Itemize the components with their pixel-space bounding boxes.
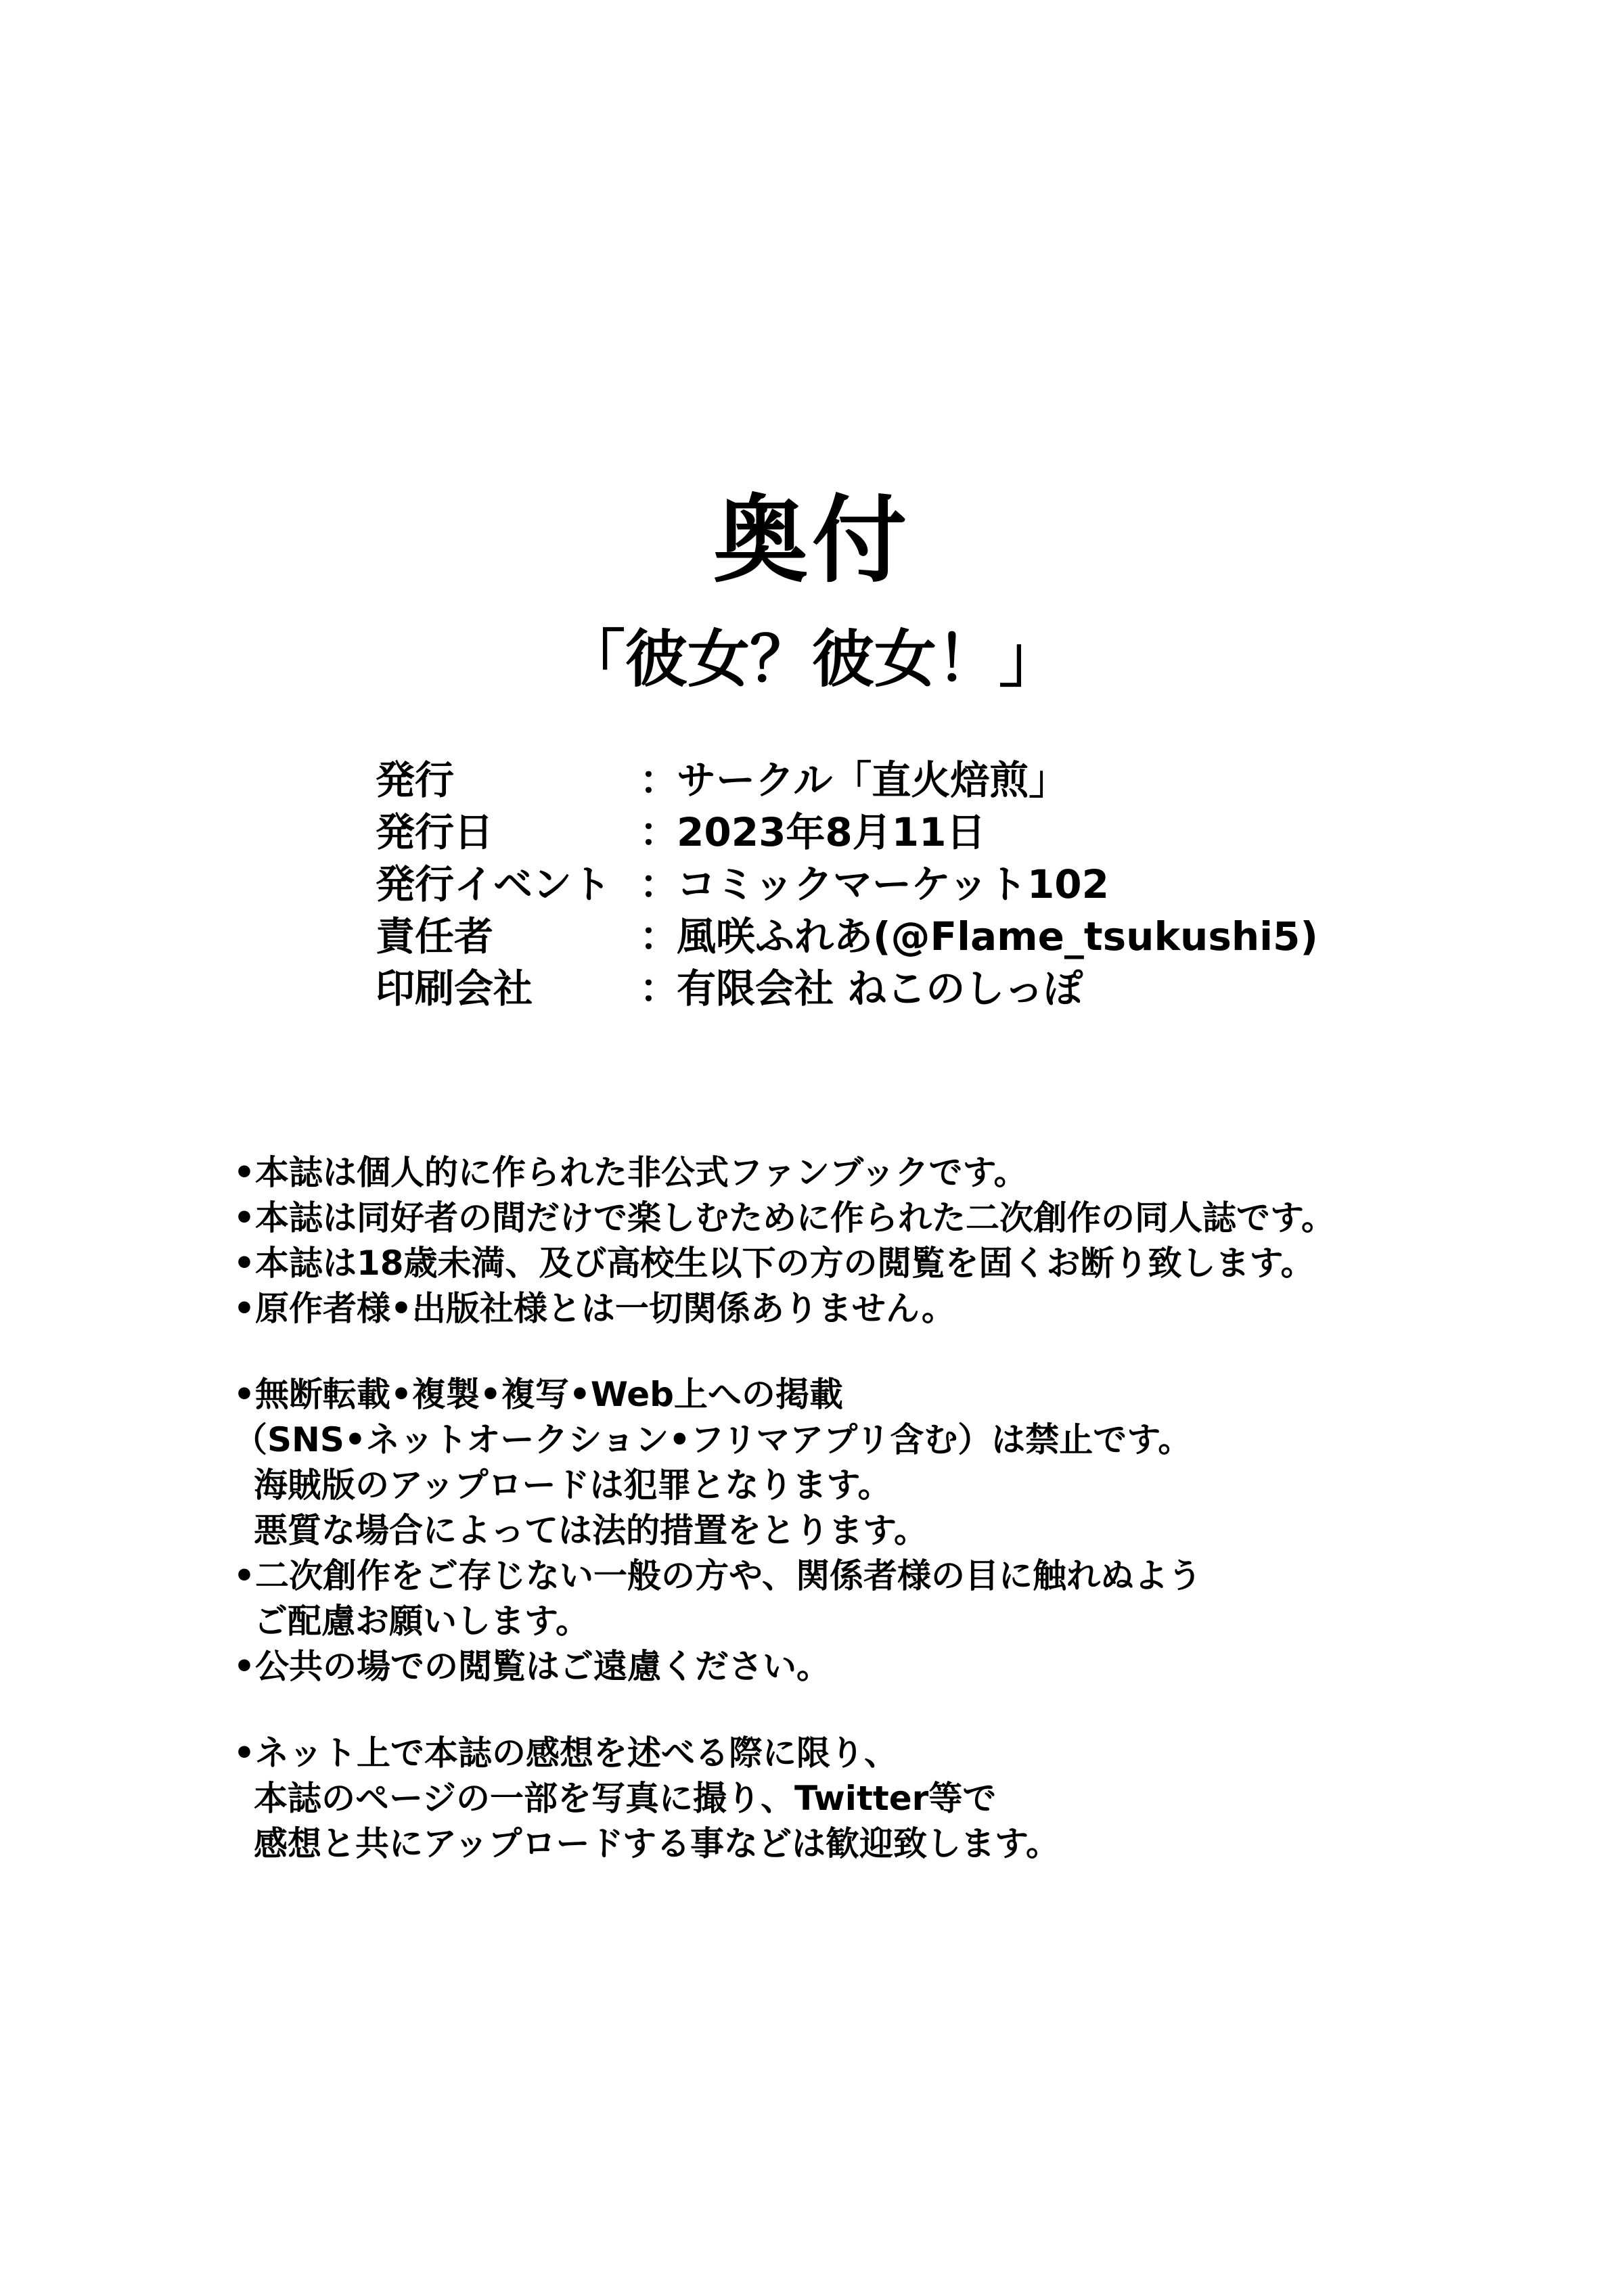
book-title: 「彼女？彼女！」 [562, 623, 1061, 696]
notice-line: （SNS•ネットオークション•フリマアプリ含む）は禁止です。 [233, 1420, 1192, 1459]
colophon-label: 責任者 [376, 913, 494, 959]
notice-line: •二次創作をご存じない一般の方や、関係者様の目に触れぬよう [233, 1556, 1202, 1595]
notice-line: 感想と共にアップロードする事などは歓迎致します。 [254, 1824, 1060, 1863]
colophon-value: 有限会社 ねこのしっぽ [677, 965, 1083, 1012]
colophon-separator: ： [639, 913, 679, 959]
notice-line: •無断転載•複製•複写•Web上への掲載 [233, 1375, 843, 1414]
colophon-separator: ： [639, 861, 679, 907]
colophon-label: 発行イベント [376, 861, 612, 907]
notice-line: •ネット上で本誌の感想を述べる際に限り、 [233, 1733, 898, 1773]
notice-group-prohibitions [233, 1372, 1553, 1689]
notice-group-general [233, 1150, 1553, 1332]
colophon-row-date [376, 806, 1560, 859]
colophon-value: コミックマーケット102 [677, 861, 1110, 907]
colophon-label: 印刷会社 [376, 965, 533, 1012]
colophon-separator: ： [639, 757, 679, 803]
notice-line: •原作者様•出版社様とは一切関係ありません。 [233, 1289, 955, 1328]
notice-line: •本誌は18歳未満、及び高校生以下の方の閲覧を固くお断り致します。 [233, 1244, 1315, 1283]
notice-line: •本誌は同好者の間だけで楽しむために作られた二次創作の同人誌です。 [233, 1198, 1335, 1237]
colophon-row-publisher [376, 754, 1560, 806]
colophon-label: 発行 [376, 757, 455, 803]
colophon-value: サークル「直火焙煎」 [677, 757, 1068, 803]
colophon-separator: ： [639, 965, 679, 1012]
colophon-row-event [376, 859, 1560, 911]
colophon-value: 風咲ふれあ(@Flame_tsukushi5) [677, 913, 1318, 959]
page-title: 奥付 [713, 486, 911, 596]
notice-group-sharing [233, 1731, 1553, 1867]
notice-line: •公共の場での閲覧はご遠慮ください。 [233, 1647, 830, 1686]
notice-line: 本誌のページの一部を写真に撮り、Twitter等で [254, 1779, 997, 1818]
notice-line: 悪質な場合によっては法的措置をとります。 [254, 1511, 928, 1550]
colophon-value: 2023年8月11日 [677, 809, 986, 855]
colophon-row-printer [376, 963, 1560, 1015]
notice-line: 海賊版のアップロードは犯罪となります。 [254, 1466, 892, 1505]
notice-line: •本誌は個人的に作られた非公式ファンブックです。 [233, 1153, 1028, 1192]
colophon-label: 発行日 [376, 809, 494, 855]
colophon-separator: ： [639, 809, 679, 855]
colophon-row-responsible [376, 911, 1560, 963]
colophon-table [376, 754, 1560, 1015]
notice-line: ご配慮お願いします。 [254, 1601, 589, 1641]
